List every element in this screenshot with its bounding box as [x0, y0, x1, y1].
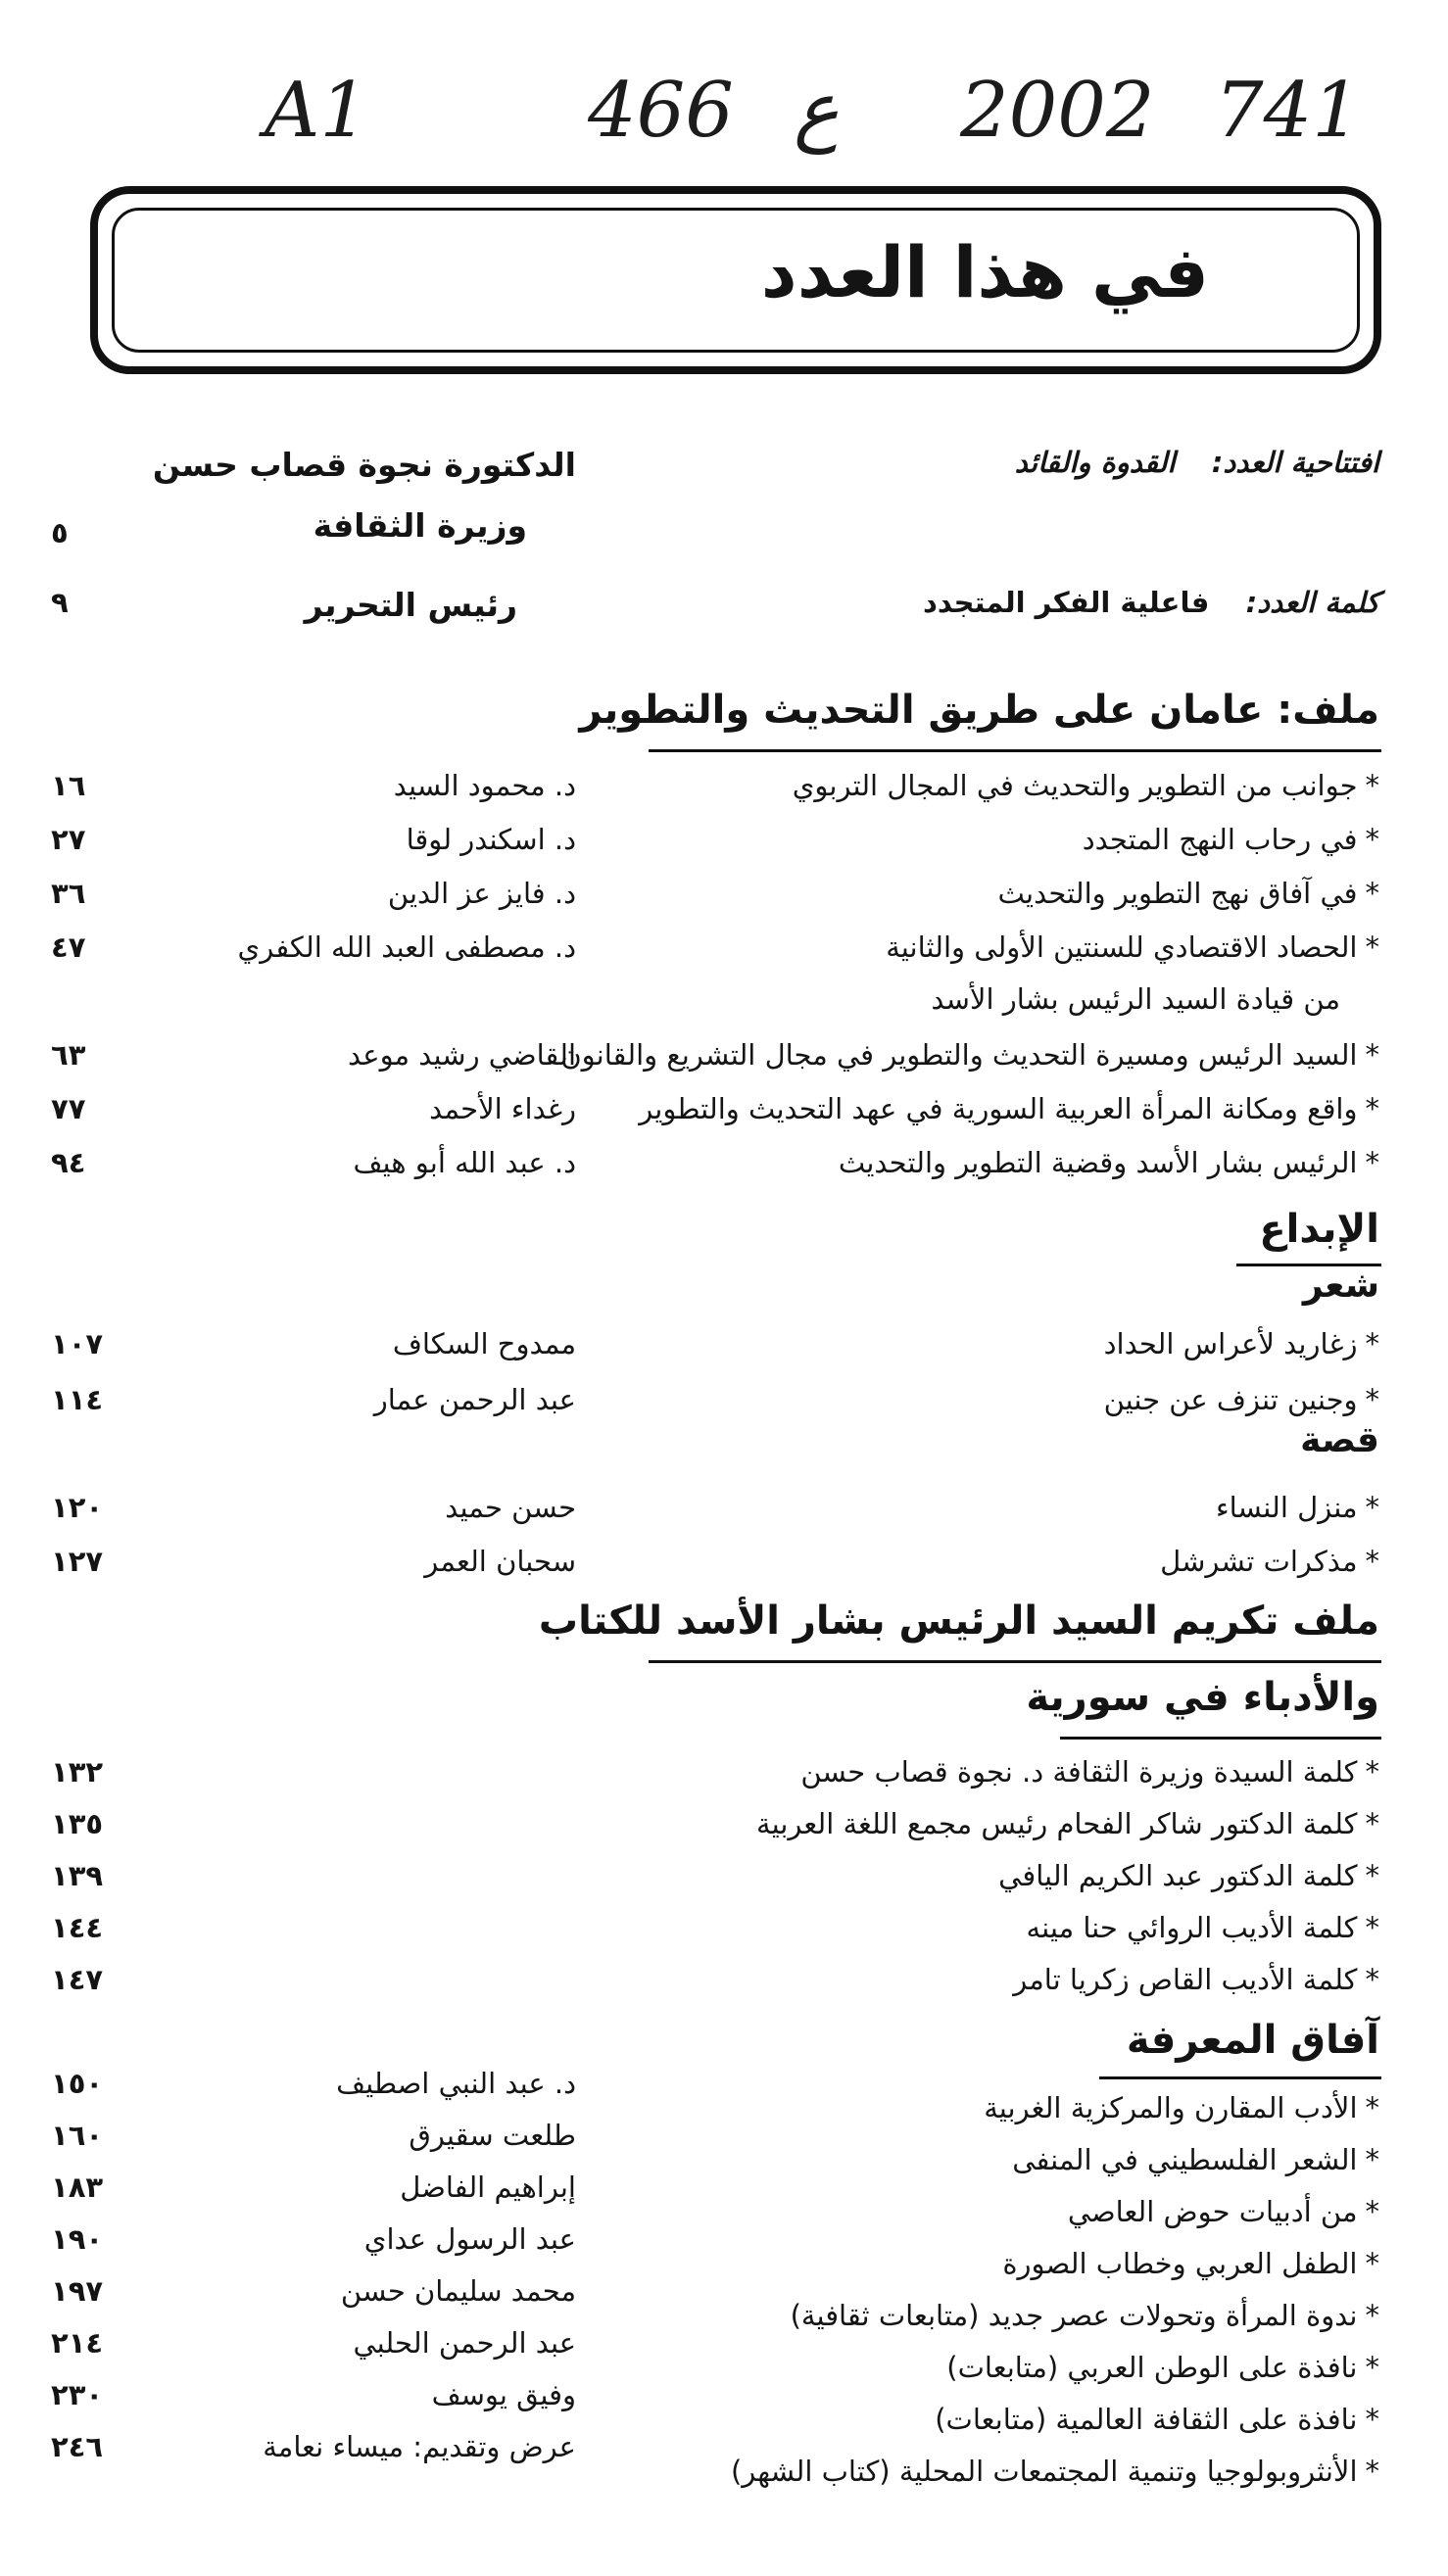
section3-page-2: ١٣٥ — [51, 1807, 104, 1840]
story-label: قصة — [1300, 1420, 1379, 1460]
section1-item-4-cont: من قيادة السيد الرئيس بشار الأسد — [931, 982, 1340, 1016]
handwritten-code-a1: A1 — [265, 67, 368, 155]
section4-author-6: عبد الرحمن الحلبي — [353, 2326, 576, 2360]
section4-author-8: عرض وتقديم: ميساء نعامة — [263, 2430, 576, 2463]
section4-page-1: ١٥٠ — [51, 2067, 104, 2100]
story-page-1: ١٢٠ — [51, 1491, 104, 1524]
section1-page-6: ٧٧ — [51, 1092, 86, 1125]
section4-page-3: ١٨٣ — [51, 2171, 104, 2204]
section3-item-5: *كلمة الأديب القاص زكريا تامر — [1013, 1963, 1379, 1996]
creativity-title: الإبداع — [1259, 1207, 1379, 1252]
section1-page-2: ٢٧ — [51, 823, 86, 856]
section1-author-5: القاضي رشيد موعد — [348, 1038, 576, 1072]
section1-page-7: ٩٤ — [51, 1146, 86, 1179]
section3-item-2: *كلمة الدكتور شاكر الفحام رئيس مجمع اللغة العربية — [756, 1807, 1379, 1840]
section4-page-8: ٢٤٦ — [51, 2430, 104, 2463]
section4-page-7: ٢٣٠ — [51, 2378, 104, 2411]
section1-rule — [649, 749, 1381, 752]
poetry-author-2: عبد الرحمن عمار — [373, 1383, 576, 1416]
section4-rule — [1099, 2076, 1381, 2079]
section1-author-4: د. مصطفى العبد الله الكفري — [237, 930, 576, 964]
story-item-2: *مذكرات تشرشل — [1160, 1545, 1379, 1578]
section1-item-7: *الرئيس بشار الأسد وقضية التطوير والتحديث — [838, 1146, 1379, 1179]
banner-frame — [90, 186, 1381, 374]
section1-page-4: ٤٧ — [51, 930, 86, 964]
section4-item-1: *الأدب المقارن والمركزية الغربية — [984, 2091, 1379, 2124]
editorial-author-line1: الدكتورة نجوة قصاب حسن — [152, 446, 576, 484]
section1-page-1: ١٦ — [51, 769, 86, 802]
section3-page-5: ١٤٧ — [51, 1963, 104, 1996]
section1-item-1: *جوانب من التطوير والتحديث في المجال التربوي — [792, 769, 1379, 802]
editorial-line — [1015, 446, 1379, 479]
section4-item-5: *ندوة المرأة وتحولات عصر جديد (متابعات ثقافية) — [790, 2299, 1379, 2332]
section4-page-2: ١٦٠ — [51, 2119, 104, 2152]
section3-item-1: *كلمة السيدة وزيرة الثقافة د. نجوة قصاب حسن — [800, 1755, 1379, 1789]
section1-item-2: *في رحاب النهج المتجدد — [1082, 823, 1379, 856]
editorial-label: افتتاحية العدد: — [1211, 446, 1379, 479]
banner-title: في هذا العدد — [760, 231, 1209, 313]
poetry-author-1: ممدوح السكاف — [392, 1327, 576, 1360]
editorial-author-line2: وزيرة الثقافة — [313, 506, 527, 545]
poetry-item-1: *زغاريد لأعراس الحداد — [1103, 1327, 1379, 1360]
section4-item-7: *نافذة على الثقافة العالمية (متابعات) — [935, 2403, 1379, 2436]
section3-title-2: والأدباء في سورية — [1026, 1675, 1379, 1720]
section1-item-6: *واقع ومكانة المرأة العربية السورية في عهد التحديث والتطوير — [639, 1092, 1379, 1125]
section1-item-5: *السيد الرئيس ومسيرة التحديث والتطوير في مجال التشريع والقانون — [560, 1038, 1379, 1072]
section3-title-1: ملف تكريم السيد الرئيس بشار الأسد للكتاب — [538, 1598, 1379, 1644]
word-title: فاعلية الفكر المتجدد — [922, 586, 1210, 619]
section1-item-4: *الحصاد الاقتصادي للسنتين الأولى والثانية — [886, 930, 1379, 964]
section4-page-5: ١٩٧ — [51, 2274, 104, 2308]
section4-author-5: محمد سليمان حسن — [340, 2274, 576, 2308]
section1-author-2: د. اسكندر لوقا — [406, 823, 576, 856]
section3-item-3: *كلمة الدكتور عبد الكريم اليافي — [998, 1859, 1379, 1892]
section1-title: ملف: عامان على طريق التحديث والتطوير — [579, 688, 1379, 733]
poetry-page-2: ١١٤ — [51, 1383, 104, 1416]
editorial-title: القدوة والقائد — [1014, 446, 1176, 479]
section4-author-3: إبراهيم الفاضل — [400, 2171, 576, 2204]
section4-item-8: *الأنثروبولوجيا وتنمية المجتمعات المحلية (كتاب الشهر) — [730, 2455, 1379, 2488]
word-page: ٩ — [51, 586, 69, 619]
section1-author-3: د. فايز عز الدين — [387, 877, 576, 910]
section4-item-2: *الشعر الفلسطيني في المنفى — [1012, 2143, 1379, 2176]
section4-page-4: ١٩٠ — [51, 2222, 104, 2256]
section3-rule-2 — [1060, 1737, 1381, 1740]
section3-rule-1 — [649, 1660, 1381, 1663]
word-author: رئيس التحرير — [304, 586, 517, 624]
handwritten-letter: ع — [794, 67, 840, 155]
section1-author-7: د. عبد الله أبو هيف — [353, 1146, 576, 1179]
section4-title: آفاق المعرفة — [1126, 2018, 1379, 2063]
section1-author-1: د. محمود السيد — [393, 769, 576, 802]
section4-item-4: *الطفل العربي وخطاب الصورة — [1002, 2247, 1379, 2280]
word-label: كلمة العدد: — [1245, 586, 1379, 619]
story-page-2: ١٢٧ — [51, 1545, 104, 1578]
story-author-2: سحبان العمر — [424, 1545, 576, 1578]
section3-page-1: ١٣٢ — [51, 1755, 104, 1789]
handwritten-serial: 741 — [1215, 67, 1361, 155]
story-item-1: *منزل النساء — [1215, 1491, 1379, 1524]
section3-page-4: ١٤٤ — [51, 1911, 104, 1944]
poetry-item-2: *وجنين تنزف عن جنين — [1103, 1383, 1379, 1416]
section1-item-3: *في آفاق نهج التطوير والتحديث — [997, 877, 1379, 910]
handwritten-year: 2002 — [960, 67, 1155, 155]
section4-author-4: عبد الرسول عداي — [363, 2222, 576, 2256]
section4-item-6: *نافذة على الوطن العربي (متابعات) — [946, 2351, 1379, 2384]
story-author-1: حسن حميد — [445, 1491, 576, 1524]
section3-item-4: *كلمة الأديب الروائي حنا مينه — [1026, 1911, 1379, 1944]
section3-page-3: ١٣٩ — [51, 1859, 104, 1892]
section4-item-3: *من أدبيات حوض العاصي — [1067, 2195, 1379, 2228]
section1-page-5: ٦٣ — [51, 1038, 86, 1072]
section4-page-6: ٢١٤ — [51, 2326, 104, 2360]
section4-author-7: وفيق يوسف — [431, 2378, 576, 2411]
handwritten-number: 466 — [588, 67, 734, 155]
section1-author-6: رغداء الأحمد — [429, 1092, 576, 1125]
editorial-page: ٥ — [51, 516, 69, 549]
poetry-page-1: ١٠٧ — [51, 1327, 104, 1360]
word-line — [923, 586, 1379, 619]
section1-page-3: ٣٦ — [51, 877, 86, 910]
section4-author-2: طلعت سقيرق — [409, 2119, 576, 2152]
poetry-label: شعر — [1302, 1265, 1379, 1306]
section4-author-1: د. عبد النبي اصطيف — [336, 2067, 576, 2100]
